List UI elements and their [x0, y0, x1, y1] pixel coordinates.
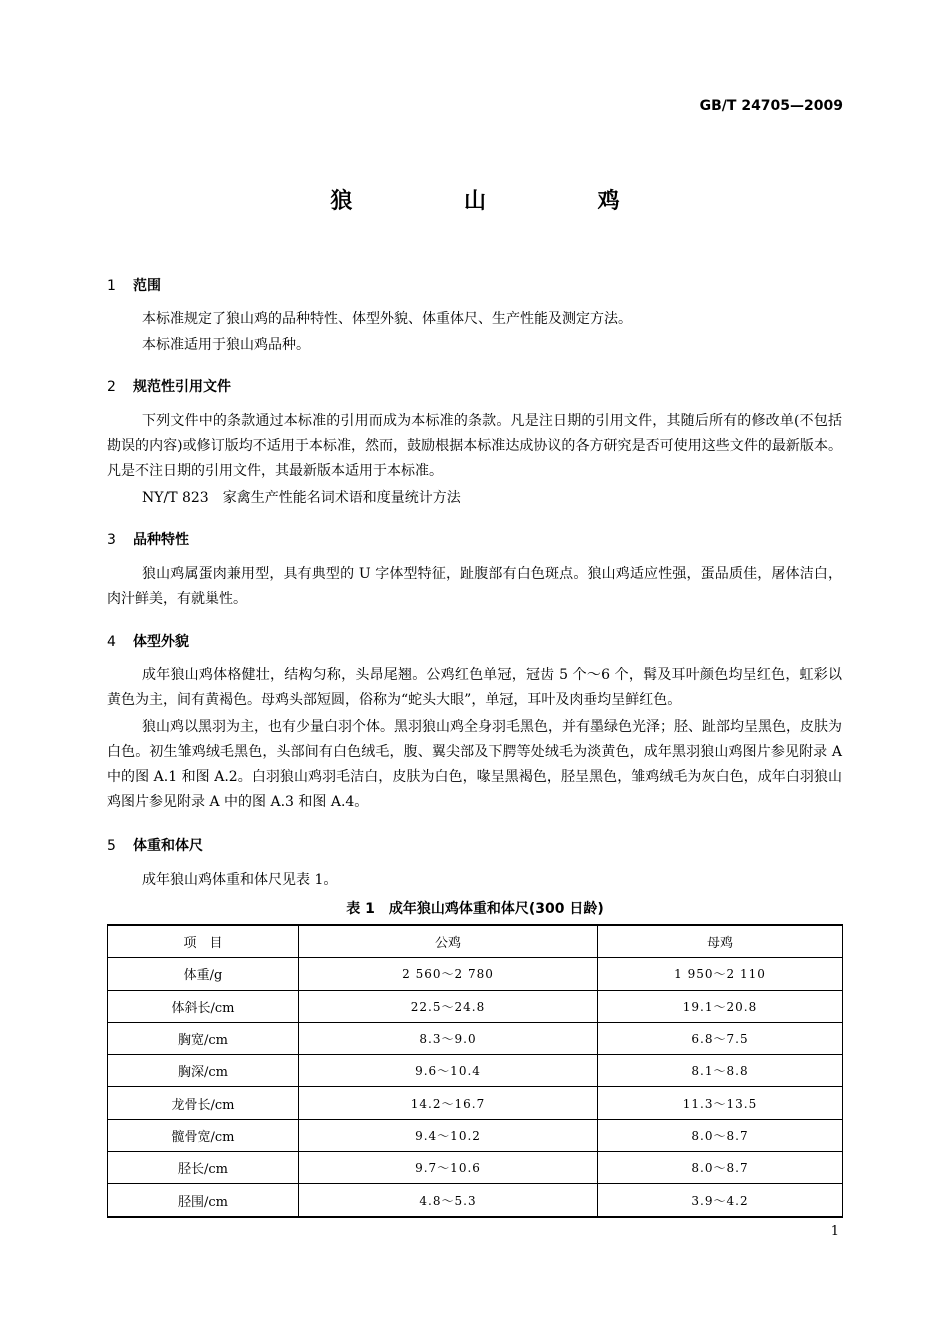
- section-number: 1: [107, 278, 116, 294]
- table-cell-hen: 6.8～7.5: [598, 1022, 843, 1054]
- section-paragraph: 成年狼山鸡体重和体尺见表 1。: [142, 872, 338, 888]
- section-number: 5: [107, 838, 116, 854]
- table-cell-rooster: 4.8～5.3: [299, 1184, 598, 1217]
- table-cell-item: 体斜长/cm: [108, 990, 299, 1022]
- section-paragraph: 成年狼山鸡体格健壮，结构匀称，头昂尾翘。公鸡红色单冠，冠齿 5 个～6 个，髯及耳叶颜色均呈红色，虹彩以黄色为主，间有黄褐色。母鸡头部短圆，俗称为“蛇头大眼”，单冠，耳叶及肉垂均呈鲜红色。: [107, 667, 842, 708]
- page-number: 1: [830, 1224, 839, 1239]
- section-heading-scope: [107, 275, 161, 295]
- reference-item: NY/T 823 家禽生产性能名词术语和度量统计方法: [142, 490, 461, 506]
- table-cell-rooster: 14.2～16.7: [299, 1087, 598, 1119]
- section-heading-appearance: [107, 631, 189, 651]
- section-number: 3: [107, 532, 116, 548]
- table-cell-item: 胸深/cm: [108, 1055, 299, 1087]
- section-paragraph: 下列文件中的条款通过本标准的引用而成为本标准的条款。凡是注日期的引用文件，其随后所有的修改单(不包括勘误的内容)或修订版均不适用于本标准，然而，鼓励根据本标准达成协议的各方研究是否可使用这些文件的最新版本。凡是不注日期的引用文件，其最新版本适用于本标准。: [107, 413, 842, 479]
- section-heading-breed-characteristics: [107, 529, 189, 549]
- weight-measurement-table: [107, 924, 843, 1218]
- section-heading-normative-references: [107, 376, 231, 396]
- section-title: 规范性引用文件: [133, 379, 231, 395]
- table-cell-rooster: 8.3～9.0: [299, 1022, 598, 1054]
- table-cell-rooster: 9.6～10.4: [299, 1055, 598, 1087]
- table-cell-item: 体重/g: [108, 958, 299, 990]
- table-header-cell: 项 目: [108, 925, 299, 958]
- section-title: 体型外貌: [133, 634, 189, 650]
- section-title: 体重和体尺: [133, 838, 203, 854]
- table-cell-hen: 3.9～4.2: [598, 1184, 843, 1217]
- table-header-cell: 公鸡: [299, 925, 598, 958]
- section-title: 品种特性: [133, 532, 189, 548]
- section-paragraph: 本标准适用于狼山鸡品种。: [142, 337, 310, 353]
- table-row: [108, 1152, 843, 1184]
- table-row: [108, 1184, 843, 1217]
- table-cell-rooster: 2 560～2 780: [299, 958, 598, 990]
- table-cell-hen: 8.0～8.7: [598, 1119, 843, 1151]
- table-header-cell: 母鸡: [598, 925, 843, 958]
- section-number: 2: [107, 379, 116, 395]
- table-cell-rooster: 9.4～10.2: [299, 1119, 598, 1151]
- table-cell-hen: 8.0～8.7: [598, 1152, 843, 1184]
- table-row: [108, 1055, 843, 1087]
- table-row: [108, 1022, 843, 1054]
- table-cell-hen: 8.1～8.8: [598, 1055, 843, 1087]
- table-cell-item: 龙骨长/cm: [108, 1087, 299, 1119]
- table-row: [108, 1119, 843, 1151]
- table-cell-hen: 11.3～13.5: [598, 1087, 843, 1119]
- document-title: 狼 山 鸡: [330, 189, 672, 214]
- table-cell-item: 胸宽/cm: [108, 1022, 299, 1054]
- table-cell-rooster: 9.7～10.6: [299, 1152, 598, 1184]
- table-cell-item: 胫围/cm: [108, 1184, 299, 1217]
- section-number: 4: [107, 634, 116, 650]
- table-header-row: [108, 925, 843, 958]
- table-cell-item: 胫长/cm: [108, 1152, 299, 1184]
- section-heading-weight-measurements: [107, 835, 203, 855]
- table-row: [108, 958, 843, 990]
- table-row: [108, 1087, 843, 1119]
- table-cell-hen: 19.1～20.8: [598, 990, 843, 1022]
- table-row: [108, 990, 843, 1022]
- table-cell-hen: 1 950～2 110: [598, 958, 843, 990]
- section-paragraph: 狼山鸡以黑羽为主，也有少量白羽个体。黑羽狼山鸡全身羽毛黑色，并有墨绿色光泽；胫、趾部均呈黑色，皮肤为白色。初生雏鸡绒毛黑色，头部间有白色绒毛，腹、翼尖部及下腭等处绒毛为淡黄色，成年黑羽狼山鸡图片参见附录 A 中的图 A.1 和图 A.2。白羽狼山鸡羽毛洁白，皮肤为白色，喙呈黑褐色，胫呈黑色，雏鸡绒毛为灰白色，成年白羽狼山鸡图片参见附录 A 中的图 A.3 和图 A.4。: [107, 719, 842, 810]
- table-cell-rooster: 22.5～24.8: [299, 990, 598, 1022]
- standard-code: GB/T 24705—2009: [699, 98, 843, 114]
- table-caption: 表 1 成年狼山鸡体重和体尺(300 日龄): [346, 901, 604, 917]
- section-paragraph: 狼山鸡属蛋肉兼用型，具有典型的 U 字体型特征，趾腹部有白色斑点。狼山鸡适应性强，蛋品质佳，屠体洁白，肉汁鲜美，有就巢性。: [107, 566, 842, 607]
- section-title: 范围: [133, 278, 161, 294]
- section-paragraph: 本标准规定了狼山鸡的品种特性、体型外貌、体重体尺、生产性能及测定方法。: [142, 311, 632, 327]
- table-cell-item: 髋骨宽/cm: [108, 1119, 299, 1151]
